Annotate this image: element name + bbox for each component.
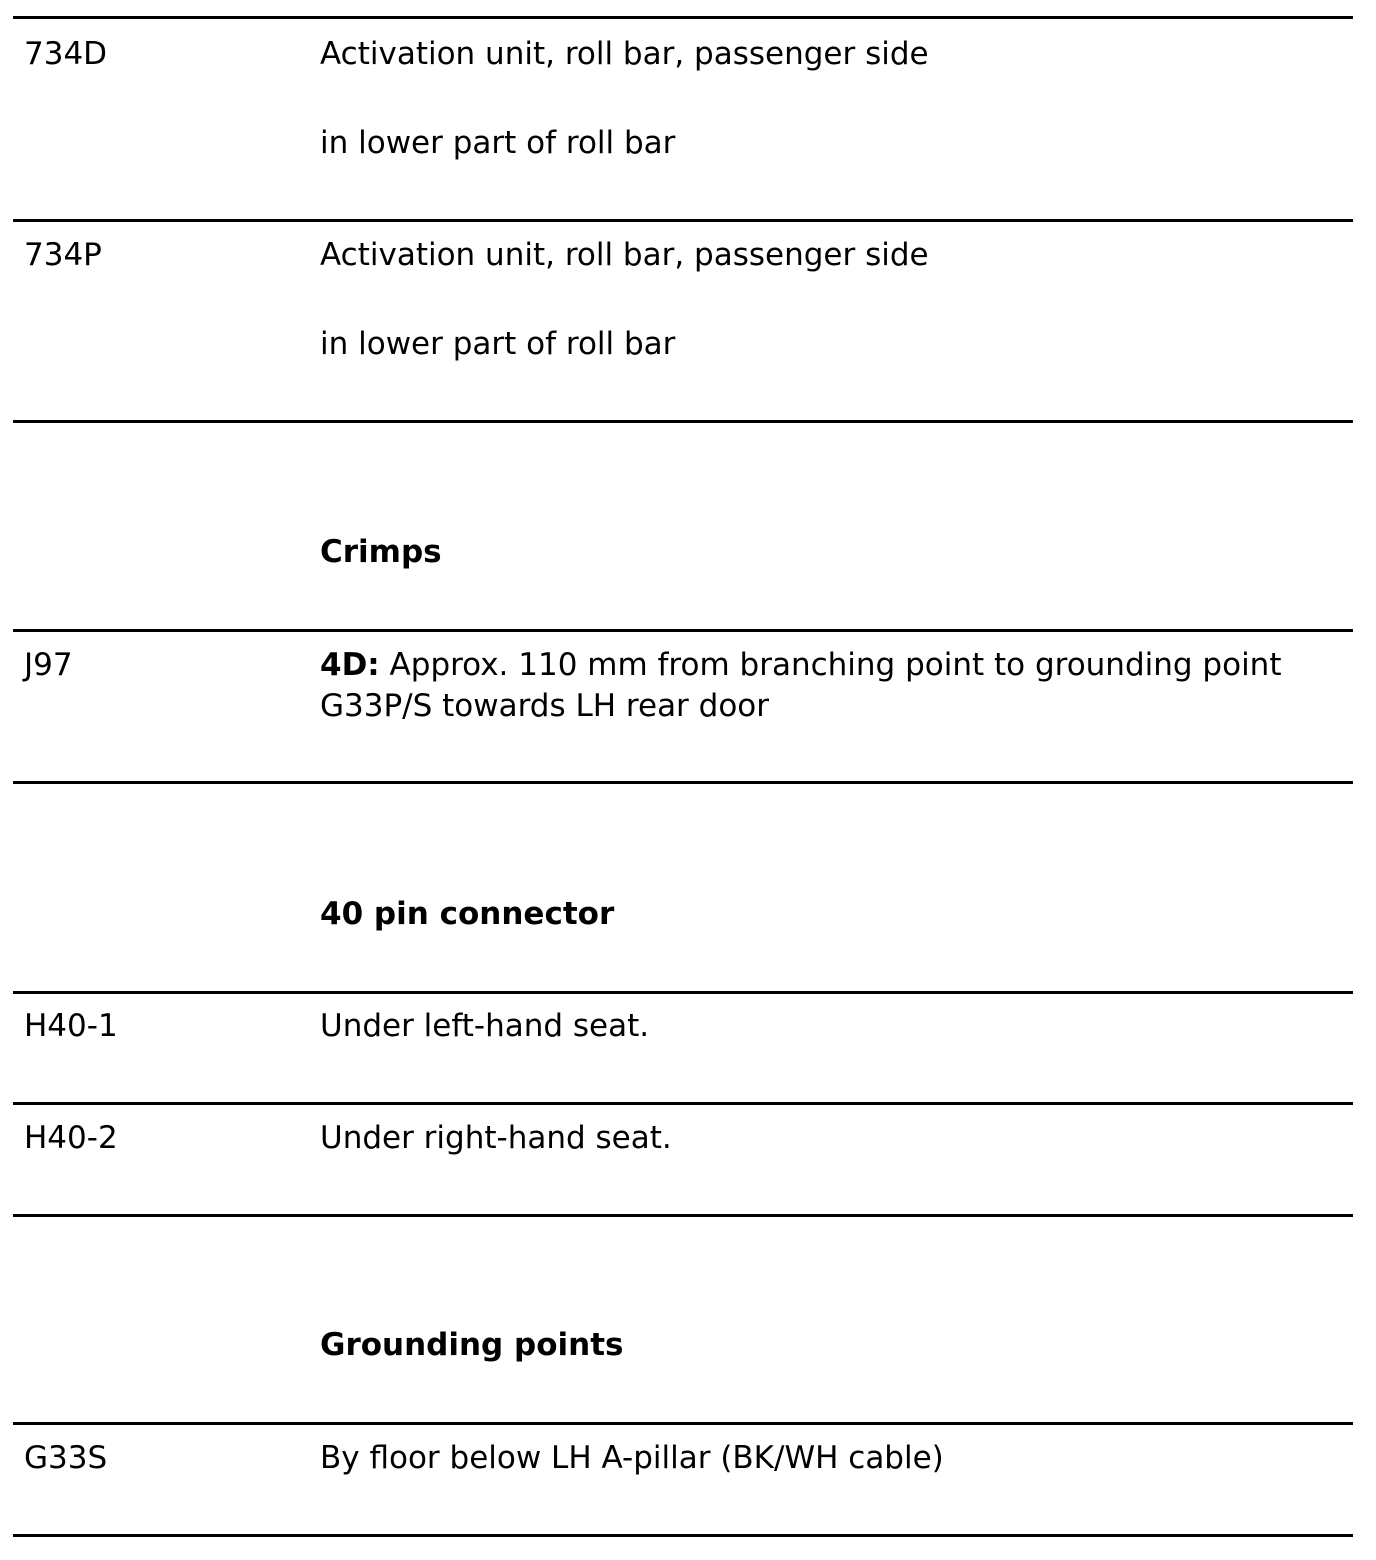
table-divider xyxy=(13,1534,1353,1537)
table-divider xyxy=(13,219,1353,222)
row-code-h40-1: H40-1 xyxy=(24,1008,118,1044)
section-heading-connector: 40 pin connector xyxy=(320,896,615,932)
row-code-734p: 734P xyxy=(24,237,102,273)
table-divider xyxy=(13,1422,1353,1425)
row-description-j97 xyxy=(320,645,1330,727)
row-description-734p-line1: Activation unit, roll bar, passenger side xyxy=(320,237,929,273)
row-code-h40-2: H40-2 xyxy=(24,1120,118,1156)
section-heading-grounding: Grounding points xyxy=(320,1327,624,1363)
row-code-g33s: G33S xyxy=(24,1440,108,1476)
row-description-734p-line2: in lower part of roll bar xyxy=(320,326,676,362)
row-description-prefix: 4D: xyxy=(320,647,380,683)
row-description-734d-line1: Activation unit, roll bar, passenger side xyxy=(320,36,929,72)
section-heading-crimps: Crimps xyxy=(320,534,442,570)
row-description-h40-2: Under right-hand seat. xyxy=(320,1120,672,1156)
row-description-g33s: By floor below LH A-pillar (BK/WH cable) xyxy=(320,1440,944,1476)
table-divider xyxy=(13,1102,1353,1105)
table-divider xyxy=(13,991,1353,994)
table-divider xyxy=(13,420,1353,423)
row-description-734d-line2: in lower part of roll bar xyxy=(320,125,676,161)
row-description-h40-1: Under left-hand seat. xyxy=(320,1008,650,1044)
table-divider xyxy=(13,16,1353,19)
row-code-734d: 734D xyxy=(24,36,108,72)
row-description-text: Approx. 110 mm from branching point to grounding point G33P/S towards LH rear door xyxy=(320,647,1282,724)
row-code-j97: J97 xyxy=(24,647,73,683)
table-divider xyxy=(13,781,1353,784)
table-divider xyxy=(13,1214,1353,1217)
table-divider xyxy=(13,629,1353,632)
